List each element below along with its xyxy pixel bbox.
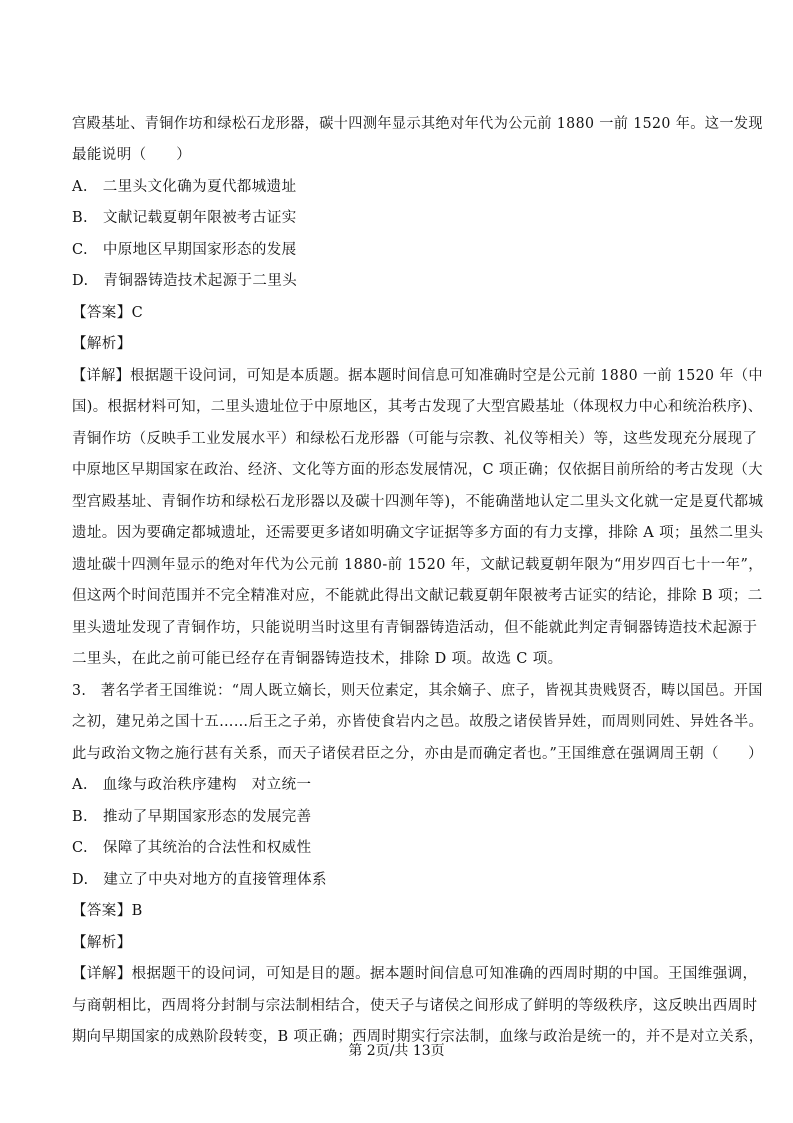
q2-option-b: B. 文献记载夏朝年限被考古证实 [72, 210, 297, 226]
q3-option-d: D. 建立了中央对地方的直接管理体系 [72, 872, 327, 888]
q3-detail-line-3: 期向早期国家的成熟阶段转变，B 项正确；西周时期实行宗法制，血缘与政治是统一的，并不是对立关系， [72, 1029, 764, 1045]
q3-detail-line-1: 【详解】根据题干的设问词，可知是目的题。据本题时间信息可知准确的西周时期的中国。王国维强调， [72, 966, 758, 982]
q2-detail-line-4: 中原地区早期国家在政治、经济、文化等方面的形态发展情况，C 项正确；仅依据目前所给的考古发现（大 [72, 462, 763, 478]
q3-stem-line-3: 此与政治文物之施行甚有关系，而天子诸侯君臣之分，亦由是而确定者也。”王国维意在强调周王朝（ ） [72, 746, 763, 762]
q3-option-b: B. 推动了早期国家形态的发展完善 [72, 809, 312, 825]
q3-stem-line-1: 3. 著名学者王国维说：“周人既立嫡长，则天位素定，其余嫡子、庶子，皆视其贵贱贤否，畴以国邑。开国 [72, 683, 763, 699]
q2-detail-line-10: 二里头，在此之前可能已经存在青铜器铸造技术，排除 D 项。故选 C 项。 [72, 651, 563, 667]
q2-option-a: A. 二里头文化确为夏代都城遗址 [72, 179, 297, 195]
q2-detail-line-7: 遗址碳十四测年显示的绝对年代为公元前 1880-前 1520 年，文献记载夏朝年限为“用岁四百七十一年”， [72, 557, 764, 573]
q3-detail-line-2: 与商朝相比，西周将分封制与宗法制相结合，使天子与诸侯之间形成了鲜明的等级秩序，这反映出西周时 [72, 998, 758, 1014]
q2-detail-line-8: 但这两个时间范围并不完全精准对应，不能就此得出文献记载夏朝年限被考古证实的结论，排除 B 项；二 [72, 588, 763, 604]
q3-option-a: A. 血缘与政治秩序建构 对立统一 [72, 777, 312, 793]
q3-option-c: C. 保障了其统治的合法性和权威性 [72, 840, 312, 856]
q2-analysis-label: 【解析】 [72, 336, 132, 352]
q2-detail-line-6: 遗址。因为要确定都城遗址，还需要更多诸如明确文字证据等多方面的有力支撑，排除 A 项；虽然二里头 [72, 525, 764, 541]
q2-detail-line-3: 青铜作坊（反映手工业发展水平）和绿松石龙形器（可能与宗教、礼仪等相关）等，这些发现充分展现了 [72, 431, 758, 447]
q3-stem-line-2: 之初，建兄弟之国十五……后王之子弟，亦皆使食岩内之邑。故殷之诸侯皆异姓，而周则同姓、异姓各半。 [72, 714, 764, 730]
page-number-footer: 第 2页/共 13页 [348, 1043, 445, 1059]
q2-stem-line-2: 最能说明（ ） [72, 147, 192, 163]
q2-detail-line-5: 型宫殿基址、青铜作坊和绿松石龙形器以及碳十四测年等)，不能确凿地认定二里头文化就一定是夏代都城 [72, 494, 764, 510]
q2-option-d: D. 青铜器铸造技术起源于二里头 [72, 273, 298, 289]
q3-analysis-label: 【解析】 [72, 935, 132, 951]
q2-detail-line-2: 国)。根据材料可知，二里头遗址位于中原地区，其考古发现了大型宫殿基址（体现权力中心和统治秩序)、 [72, 399, 763, 415]
q2-detail-line-9: 里头遗址发现了青铜作坊，只能说明当时这里有青铜器铸造活动，但不能就此判定青铜器铸造技术起源于 [72, 620, 758, 636]
q2-answer: 【答案】C [72, 305, 144, 321]
q2-detail-line-1: 【详解】根据题干设问词，可知是本质题。据本题时间信息可知准确时空是公元前 1880 一前 1520 年（中 [72, 368, 763, 384]
q2-stem-line-1: 宫殿基址、青铜作坊和绿松石龙形器，碳十四测年显示其绝对年代为公元前 1880 一前 1520 年。这一发现 [72, 116, 763, 132]
q3-answer: 【答案】B [72, 903, 143, 919]
q2-option-c: C. 中原地区早期国家形态的发展 [72, 242, 297, 258]
